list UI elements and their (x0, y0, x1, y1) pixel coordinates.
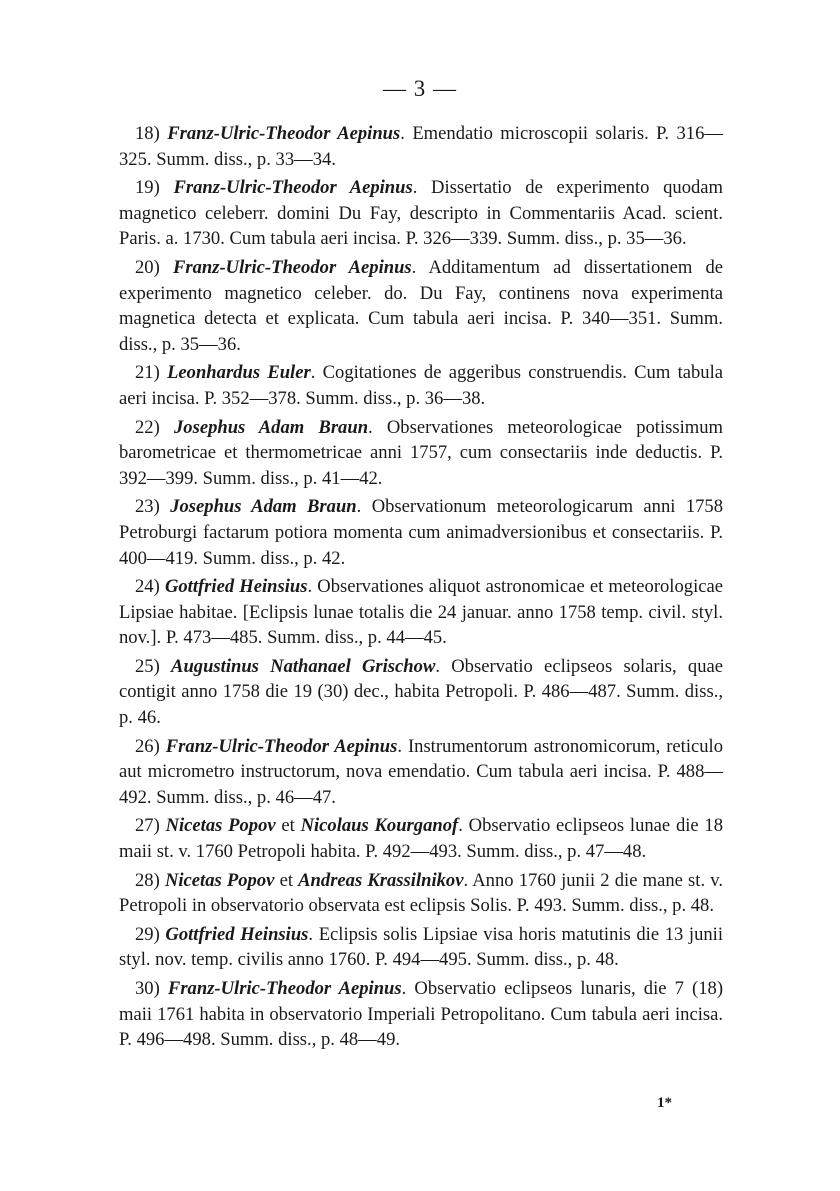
author-separator: . (400, 123, 413, 144)
entry-number: 30) (135, 978, 160, 999)
entry-number: 23) (135, 496, 160, 518)
bibliography-entry (119, 922, 723, 973)
entry-author: Franz-Ulric-Theodor Aepinus (167, 123, 401, 144)
bibliography-entry (119, 255, 723, 357)
bibliography-entry (119, 813, 723, 864)
author-separator: . (356, 496, 372, 518)
author-separator: . (307, 576, 318, 598)
signature-mark: 1* (657, 1095, 672, 1111)
bibliography-entry (119, 360, 723, 411)
entry-author: Franz-Ulric-Theodor Aepinus (165, 735, 398, 757)
author-separator: . (463, 869, 473, 891)
entry-text: Observatio eclipseos lunaris, die 7 (18) maii 1761 habita in observatorio Imperiali Petropolitano. Cum tabula aeri incisa. P. 496—498. Summ. diss., p. 48—49. (119, 978, 724, 1051)
entry-text: Observationes aliquot astronomicae et meteorologicae Lipsiae habitae. [Eclipsis lunae totalis die 24 januar. anno 1758 temp. civil. styl. nov.]. P. 473—485. Summ. diss., p. 44—45. (119, 576, 723, 649)
bibliography-entry (119, 175, 723, 252)
entry-number: 28) (135, 869, 160, 891)
entry-author: Josephus Adam Braun (173, 416, 369, 438)
entry-number: 25) (135, 655, 160, 677)
entry-author: Franz-Ulric-Theodor Aepinus (172, 256, 412, 278)
entry-text: Anno 1760 junii 2 die mane st. v. Petropoli in observatorio observata est eclipsis Solis. P. 493. Summ. diss., p. 48. (119, 869, 723, 917)
entry-author: Franz-Ulric-Theodor Aepinus (173, 177, 413, 199)
author-separator: . (458, 815, 469, 837)
entry-author: Leonhardus Euler (167, 362, 311, 384)
entry-number: 22) (135, 416, 160, 438)
author-separator: . (411, 256, 429, 278)
entry-author: Andreas Krassilnikov (298, 869, 464, 891)
bibliography-entry (119, 976, 723, 1053)
author-separator: . (397, 735, 408, 757)
bibliography-list (119, 121, 723, 1056)
author-separator: et (275, 815, 301, 837)
entry-text: Instrumentorum astronomicorum, reticulo aut micrometro instructorum, nova emendatio. Cum tabula aeri incisa. P. 488—492. Summ. diss., p. 46—47. (119, 735, 724, 808)
author-separator: et (274, 869, 299, 891)
entry-text: Additamentum ad dissertationem de experimento magnetico celeber. do. Du Fay, continens nova experimenta magnetica detecta et explicata. Cum tabula aeri incisa. P. 340—351. Summ. diss., p. 35—36. (119, 256, 723, 355)
entry-number: 24) (135, 576, 160, 598)
bibliography-entry (119, 574, 723, 651)
author-separator: . (368, 416, 387, 438)
entry-number: 27) (135, 815, 160, 837)
entry-number: 18) (135, 123, 160, 144)
bibliography-entry (119, 734, 723, 811)
entry-author: Franz-Ulric-Theodor Aepinus (167, 978, 402, 999)
bibliography-entry (119, 868, 723, 919)
entry-text: Eclipsis solis Lipsiae visa horis matutinis die 13 junii styl. nov. temp. civilis anno 1760. P. 494—495. Summ. diss., p. 48. (119, 923, 723, 971)
entry-author: Nicolaus Kourganof (300, 815, 459, 837)
entry-text: Observationes meteorologicae potissimum barometricae et thermometricae anni 1757, cum consectariis inde deductis. P. 392—399. Summ. diss., p. 41—42. (119, 416, 723, 489)
entry-text: Observatio eclipseos solaris, quae contigit anno 1758 die 19 (30) dec., habita Petropoli. P. 486—487. Summ. diss., p. 46. (119, 655, 723, 729)
bibliography-entry (119, 654, 723, 731)
author-separator: . (412, 177, 432, 199)
entry-text: Observatio eclipseos lunae die 18 maii st. v. 1760 Petropoli habita. P. 492—493. Summ. diss., p. 47—48. (119, 815, 724, 863)
entry-author: Augustinus Nathanael Grischow (171, 655, 436, 677)
entry-number: 20) (135, 256, 160, 278)
author-separator: . (401, 978, 415, 999)
bibliography-entry (119, 494, 723, 571)
bibliography-entry (119, 415, 723, 492)
entry-number: 29) (135, 923, 160, 945)
entry-text: Cogitationes de aggeribus construendis. Cum tabula aeri incisa. P. 352—378. Summ. diss., p. 36—38. (119, 362, 723, 409)
entry-number: 26) (135, 735, 160, 757)
author-separator: . (310, 362, 323, 384)
author-separator: . (308, 923, 319, 945)
entry-author: Josephus Adam Braun (170, 496, 357, 518)
entry-number: 19) (135, 177, 160, 199)
entry-author: Gottfried Heinsius (165, 923, 309, 945)
entry-author: Gottfried Heinsius (164, 576, 308, 598)
entry-text: Emendatio microscopii solaris. P. 316—325. Summ. diss., p. 33—34. (119, 123, 723, 170)
entry-text: Observationum meteorologicarum anni 1758 Petroburgi factarum potiora momenta cum animadversionibus et consectariis. P. 400—419. Summ. diss., p. 42. (119, 496, 724, 569)
entry-number: 21) (135, 362, 160, 384)
bibliography-entry (119, 121, 723, 172)
entry-text: Dissertatio de experimento quodam magnetico celeberr. domini Du Fay, descripto in Commentariis Acad. scient. Paris. a. 1730. Cum tabula aeri incisa. P. 326—339. Summ. diss., p. 35—36. (119, 177, 724, 250)
entry-author: Nicetas Popov (165, 815, 276, 837)
author-separator: . (435, 655, 452, 677)
entry-author: Nicetas Popov (164, 869, 275, 891)
page-number: — 3 — (383, 76, 457, 101)
